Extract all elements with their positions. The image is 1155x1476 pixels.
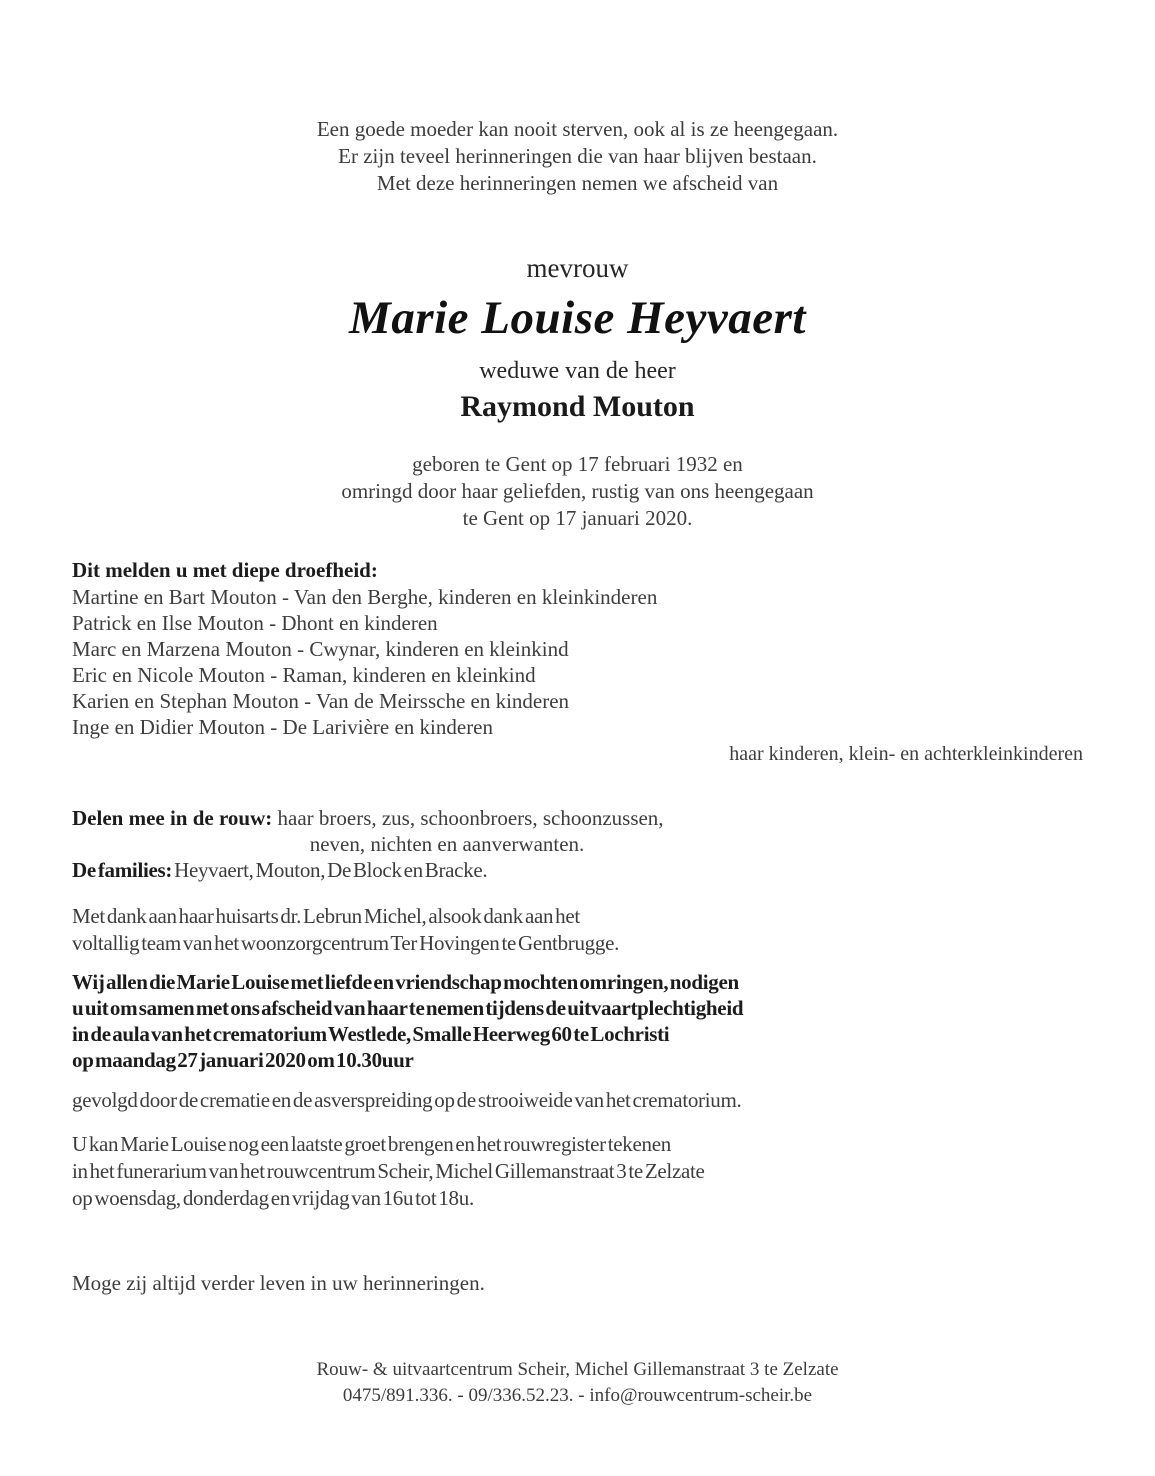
family-line: Inge en Didier Mouton - De Larivière en kinderen [72, 715, 494, 739]
spouse-name: Raymond Mouton [460, 390, 695, 423]
closing-line: Moge zij altijd verder leven in uw herinneringen. [72, 1271, 485, 1295]
epigraph [72, 116, 1083, 197]
footer-contact: 0475/891.336. - 09/336.52.23. - info@rouwcentrum-scheir.be [342, 1385, 813, 1406]
family-line: Patrick en Ilse Mouton - Dhont en kinderen [72, 611, 438, 635]
family-line: Martine en Bart Mouton - Van den Berghe, kinderen en kleinkinderen [72, 585, 658, 609]
farewell-visit [72, 1131, 1083, 1212]
invitation-line: u uit om samen met ons afscheid van haar te nemen tijdens de uitvaartplechtigheid [72, 996, 744, 1020]
footer-address: Rouw- & uitvaartcentrum Scheir, Michel Gillemanstraat 3 te Zelzate [316, 1359, 839, 1380]
acknowledgement-line: voltallig team van het woonzorgcentrum Ter Hovingen te Gentbrugge. [72, 931, 620, 955]
invitation-line: Wij allen die Marie Louise met liefde en vriendschap mochten omringen, nodigen [72, 970, 739, 994]
mourning-relatives-continued: neven, nichten en aanverwanten. [309, 832, 585, 856]
acknowledgement-line: Met dank aan haar huisarts dr. Lebrun Michel, alsook dank aan het [72, 904, 580, 928]
announcement-heading: Dit melden u met diepe droefheid: [72, 558, 378, 582]
mourning-label: Delen mee in de rouw: [72, 806, 273, 830]
acknowledgement [72, 903, 1083, 957]
life-dates-line: geboren te Gent op 17 februari 1932 en [412, 452, 743, 476]
deceased-relation: weduwe van de heer [479, 358, 676, 384]
announcement-section [72, 557, 1083, 767]
epigraph-line: Een goede moeder kan nooit sterven, ook al is ze heengegaan. [316, 117, 839, 141]
funeral-home-footer [72, 1357, 1083, 1409]
farewell-line: op woensdag, donderdag en vrijdag van 16u tot 18u. [72, 1186, 474, 1210]
mourning-section [72, 805, 1083, 883]
family-line: Marc en Marzena Mouton - Cwynar, kinderen en kleinkind [72, 637, 569, 661]
deceased-salutation: mevrouw [526, 253, 629, 283]
relatives-note: haar kinderen, klein- en achterkleinkinderen [729, 743, 1083, 765]
invitation-line: in de aula van het crematorium Westlede, Smalle Heerweg 60 te Lochristi [72, 1022, 670, 1046]
deceased-name: Marie Louise Heyvaert [349, 292, 806, 344]
cremation-note: gevolgd door de crematie en de asverspreiding op de strooiweide van het crematorium. [72, 1088, 742, 1112]
family-line: Karien en Stephan Mouton - Van de Meirssche en kinderen [72, 689, 570, 713]
families-line [72, 857, 1083, 883]
life-dates [72, 451, 1083, 532]
life-dates-line: omringd door haar geliefden, rustig van ons heengegaan [341, 479, 814, 503]
deceased-block [72, 251, 1083, 425]
families-label: De families: [72, 858, 173, 882]
farewell-line: in het funerarium van het rouwcentrum Scheir, Michel Gillemanstraat 3 te Zelzate [72, 1159, 705, 1183]
life-dates-line: te Gent op 17 januari 2020. [462, 506, 693, 530]
invitation-line: op maandag 27 januari 2020 om 10.30uur [72, 1048, 414, 1072]
families-names: Heyvaert, Mouton, De Block en Bracke. [174, 858, 488, 882]
funeral-invitation [72, 969, 1083, 1073]
epigraph-line: Met deze herinneringen nemen we afscheid van [376, 171, 779, 195]
family-line: Eric en Nicole Mouton - Raman, kinderen en kleinkind [72, 663, 536, 687]
farewell-line: U kan Marie Louise nog een laatste groet brengen en het rouwregister tekenen [72, 1132, 671, 1156]
mourning-relatives: haar broers, zus, schoonbroers, schoonzussen, [277, 806, 664, 830]
mourning-line [72, 805, 1083, 831]
epigraph-line: Er zijn teveel herinneringen die van haar blijven bestaan. [338, 144, 817, 168]
